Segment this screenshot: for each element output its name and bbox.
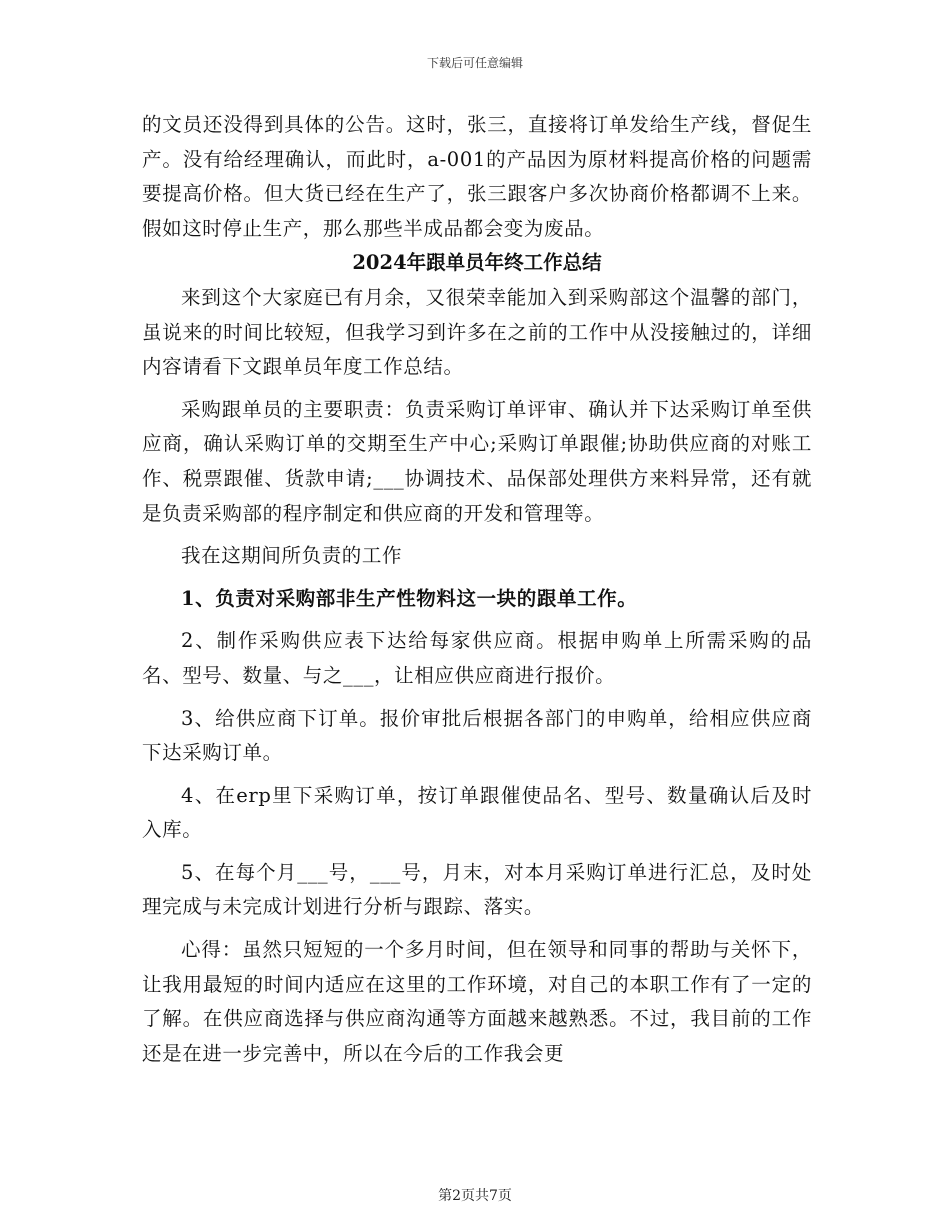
list-item-1: 1、负责对采购部非生产性物料这一块的跟单工作。 <box>181 586 638 610</box>
list-item-5: 5、在每个月___号，___号，月末，对本月采购订单进行汇总，及时处理完成与未完成计划进行分析与跟踪、落实。 <box>142 860 812 919</box>
document-title: 2024年跟单员年终工作总结 <box>352 251 602 275</box>
paragraph-opening: 来到这个大家庭已有月余，又很荣幸能加入到采购部这个温馨的部门，虽说来的时间比较短，但我学习到许多在之前的工作中从没接触过的，详细内容请看下文跟单员年度工作总结。 <box>142 285 812 379</box>
paragraph-duties: 采购跟单员的主要职责：负责采购订单评审、确认并下达采购订单至供应商，确认采购订单的交期至生产中心;采购订单跟催;协助供应商的对账工作、税票跟催、货款申请;___协调技术、品保部处理供方来料异常，还有就是负责采购部的程序制定和供应商的开发和管理等。 <box>142 397 812 525</box>
page-footer: 第2页共7页 <box>438 1188 512 1204</box>
list-item-2: 2、制作采购供应表下达给每家供应商。根据申购单上所需采购的品名、型号、数量、与之___，让相应供应商进行报价。 <box>142 629 812 687</box>
document-body <box>142 108 812 1071</box>
list-item-3: 3、给供应商下订单。报价审批后根据各部门的申购单，给相应供应商下达采购订单。 <box>142 706 812 765</box>
page-header: 下载后可任意编辑 <box>426 56 523 70</box>
paragraph-reflection: 心得：虽然只短短的一个多月时间，但在领导和同事的帮助与关怀下，让我用最短的时间内适应在这里的工作环境，对自己的本职工作有了一定的了解。在供应商选择与供应商沟通等方面越来越熟悉。不过，我目前的工作还是在进一步完善中，所以在今后的工作我会更 <box>142 938 812 1065</box>
paragraph-work-heading: 我在这期间所负责的工作 <box>181 544 403 568</box>
intro-paragraph: 的文员还没得到具体的公告。这时，张三，直接将订单发给生产线，督促生产。没有给经理确认，而此时，a-001的产品因为原材料提高价格的问题需要提高价格。但大货已经在生产了，张三跟客户多次协商价格都调不上来。假如这时停止生产，那么那些半成品都会变为废品。 <box>142 113 812 240</box>
list-item-4: 4、在erp里下采购订单，按订单跟催使品名、型号、数量确认后及时入库。 <box>142 783 812 842</box>
